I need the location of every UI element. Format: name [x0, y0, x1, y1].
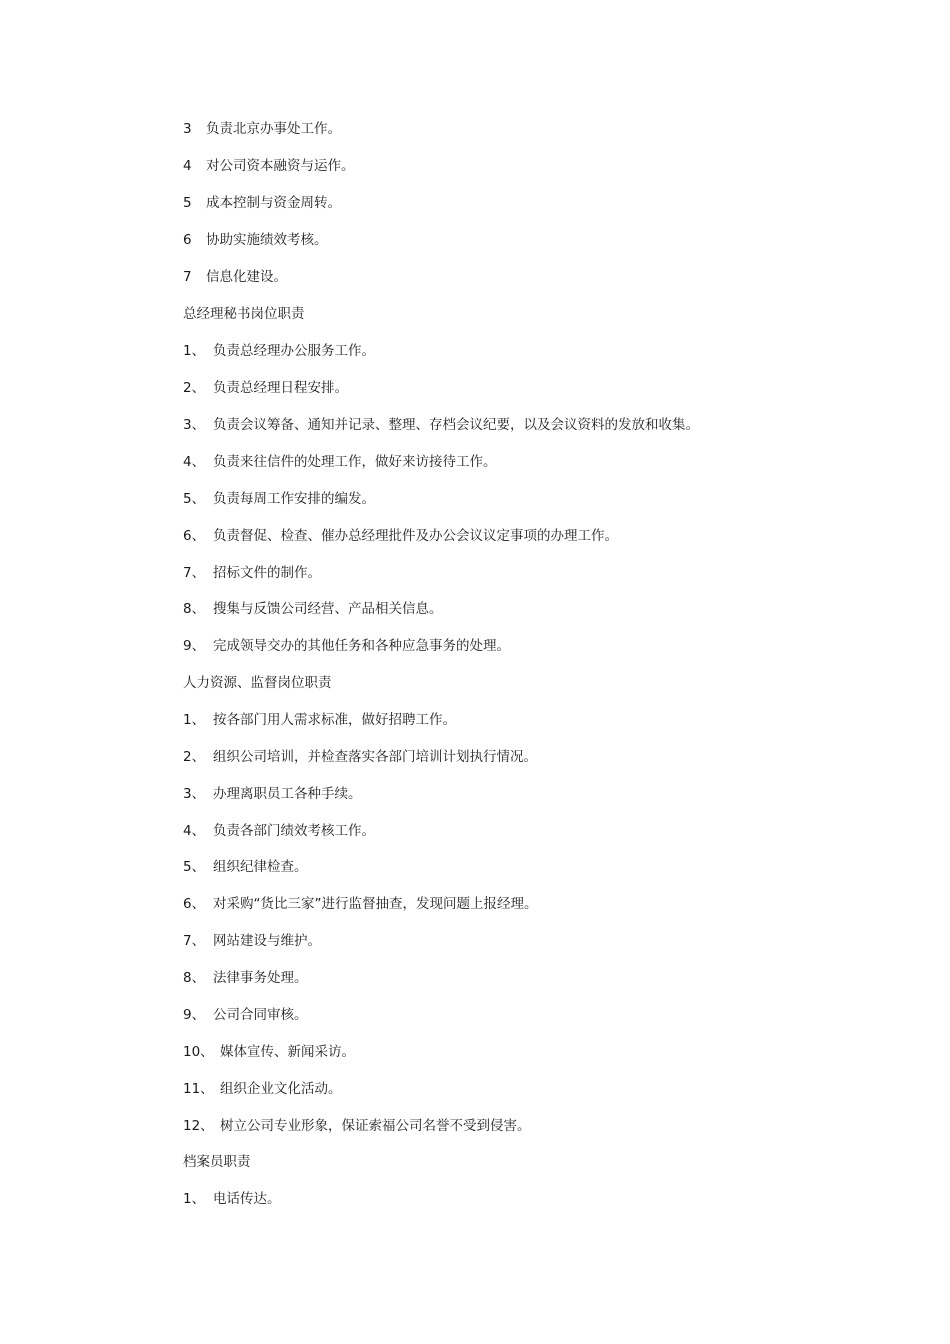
- item-number: 1、: [183, 712, 206, 728]
- list-item: [183, 821, 375, 841]
- item-number: 3: [183, 121, 192, 137]
- item-text: 协助实施绩效考核。: [206, 232, 328, 248]
- list-item: [183, 784, 362, 804]
- item-number: 7、: [183, 565, 206, 581]
- item-text: 办理离职员工各种手续。: [213, 786, 362, 802]
- item-number: 2、: [183, 380, 206, 396]
- item-number: 6、: [183, 896, 206, 912]
- list-item: [183, 1005, 308, 1025]
- list-item: [183, 1116, 531, 1136]
- item-number: 3、: [183, 417, 206, 433]
- item-text: 对采购“货比三家”进行监督抽查，发现问题上报经理。: [213, 896, 538, 912]
- item-number: 5、: [183, 859, 206, 875]
- item-text: 负责来往信件的处理工作，做好来访接待工作。: [213, 454, 497, 470]
- list-item: [183, 894, 538, 914]
- item-text: 网站建设与维护。: [213, 933, 321, 949]
- item-text: 电话传达。: [213, 1191, 281, 1207]
- list-item: [183, 415, 699, 435]
- item-number: 9、: [183, 638, 206, 654]
- list-item: [183, 230, 328, 250]
- list-item: [183, 931, 321, 951]
- list-item: [183, 267, 287, 287]
- list-item: [183, 968, 308, 988]
- item-text: 负责每周工作安排的编发。: [213, 491, 375, 507]
- item-number: 4: [183, 158, 192, 174]
- item-number: 7、: [183, 933, 206, 949]
- item-number: 7: [183, 269, 192, 285]
- item-text: 负责总经理日程安排。: [213, 380, 348, 396]
- section-heading: 总经理秘书岗位职责: [183, 306, 305, 322]
- item-number: 8、: [183, 970, 206, 986]
- list-item: [183, 341, 375, 361]
- list-item: [183, 563, 321, 583]
- item-text: 负责督促、检查、催办总经理批件及办公会议议定事项的办理工作。: [213, 528, 618, 544]
- item-number: 10、: [183, 1044, 214, 1060]
- item-text: 公司合同审核。: [213, 1007, 308, 1023]
- item-number: 2、: [183, 749, 206, 765]
- list-item: [183, 193, 341, 213]
- item-text: 按各部门用人需求标准，做好招聘工作。: [213, 712, 456, 728]
- item-number: 5: [183, 195, 192, 211]
- list-item: [183, 452, 497, 472]
- item-text: 完成领导交办的其他任务和各种应急事务的处理。: [213, 638, 510, 654]
- item-number: 11、: [183, 1081, 214, 1097]
- list-item: [183, 599, 443, 619]
- item-text: 树立公司专业形象，保证索福公司名誉不受到侵害。: [220, 1118, 531, 1134]
- item-number: 5、: [183, 491, 206, 507]
- list-item: [183, 489, 375, 509]
- item-text: 负责各部门绩效考核工作。: [213, 823, 375, 839]
- item-text: 法律事务处理。: [213, 970, 308, 986]
- item-number: 1、: [183, 343, 206, 359]
- item-text: 成本控制与资金周转。: [206, 195, 341, 211]
- list-item: [183, 1079, 342, 1099]
- item-text: 组织纪律检查。: [213, 859, 308, 875]
- list-item: [183, 747, 537, 767]
- section-heading: 档案员职责: [183, 1154, 251, 1170]
- item-text: 对公司资本融资与运作。: [206, 158, 355, 174]
- list-item: [183, 156, 355, 176]
- item-number: 12、: [183, 1118, 214, 1134]
- list-item: [183, 526, 618, 546]
- item-text: 招标文件的制作。: [213, 565, 321, 581]
- list-item: [183, 1042, 355, 1062]
- item-text: 组织企业文化活动。: [220, 1081, 342, 1097]
- item-number: 4、: [183, 823, 206, 839]
- item-number: 6、: [183, 528, 206, 544]
- item-text: 负责总经理办公服务工作。: [213, 343, 375, 359]
- list-item: [183, 710, 456, 730]
- item-text: 负责会议筹备、通知并记录、整理、存档会议纪要，以及会议资料的发放和收集。: [213, 417, 699, 433]
- item-text: 信息化建设。: [206, 269, 287, 285]
- item-number: 4、: [183, 454, 206, 470]
- list-item: [183, 857, 308, 877]
- section-heading: 人力资源、监督岗位职责: [183, 675, 332, 691]
- item-number: 6: [183, 232, 192, 248]
- list-item: [183, 636, 510, 656]
- item-number: 1、: [183, 1191, 206, 1207]
- list-item: [183, 119, 341, 139]
- list-item: [183, 1189, 281, 1209]
- list-item: [183, 378, 348, 398]
- item-text: 搜集与反馈公司经营、产品相关信息。: [213, 601, 443, 617]
- item-number: 3、: [183, 786, 206, 802]
- item-number: 9、: [183, 1007, 206, 1023]
- item-text: 媒体宣传、新闻采访。: [220, 1044, 355, 1060]
- item-number: 8、: [183, 601, 206, 617]
- item-text: 组织公司培训，并检查落实各部门培训计划执行情况。: [213, 749, 537, 765]
- item-text: 负责北京办事处工作。: [206, 121, 341, 137]
